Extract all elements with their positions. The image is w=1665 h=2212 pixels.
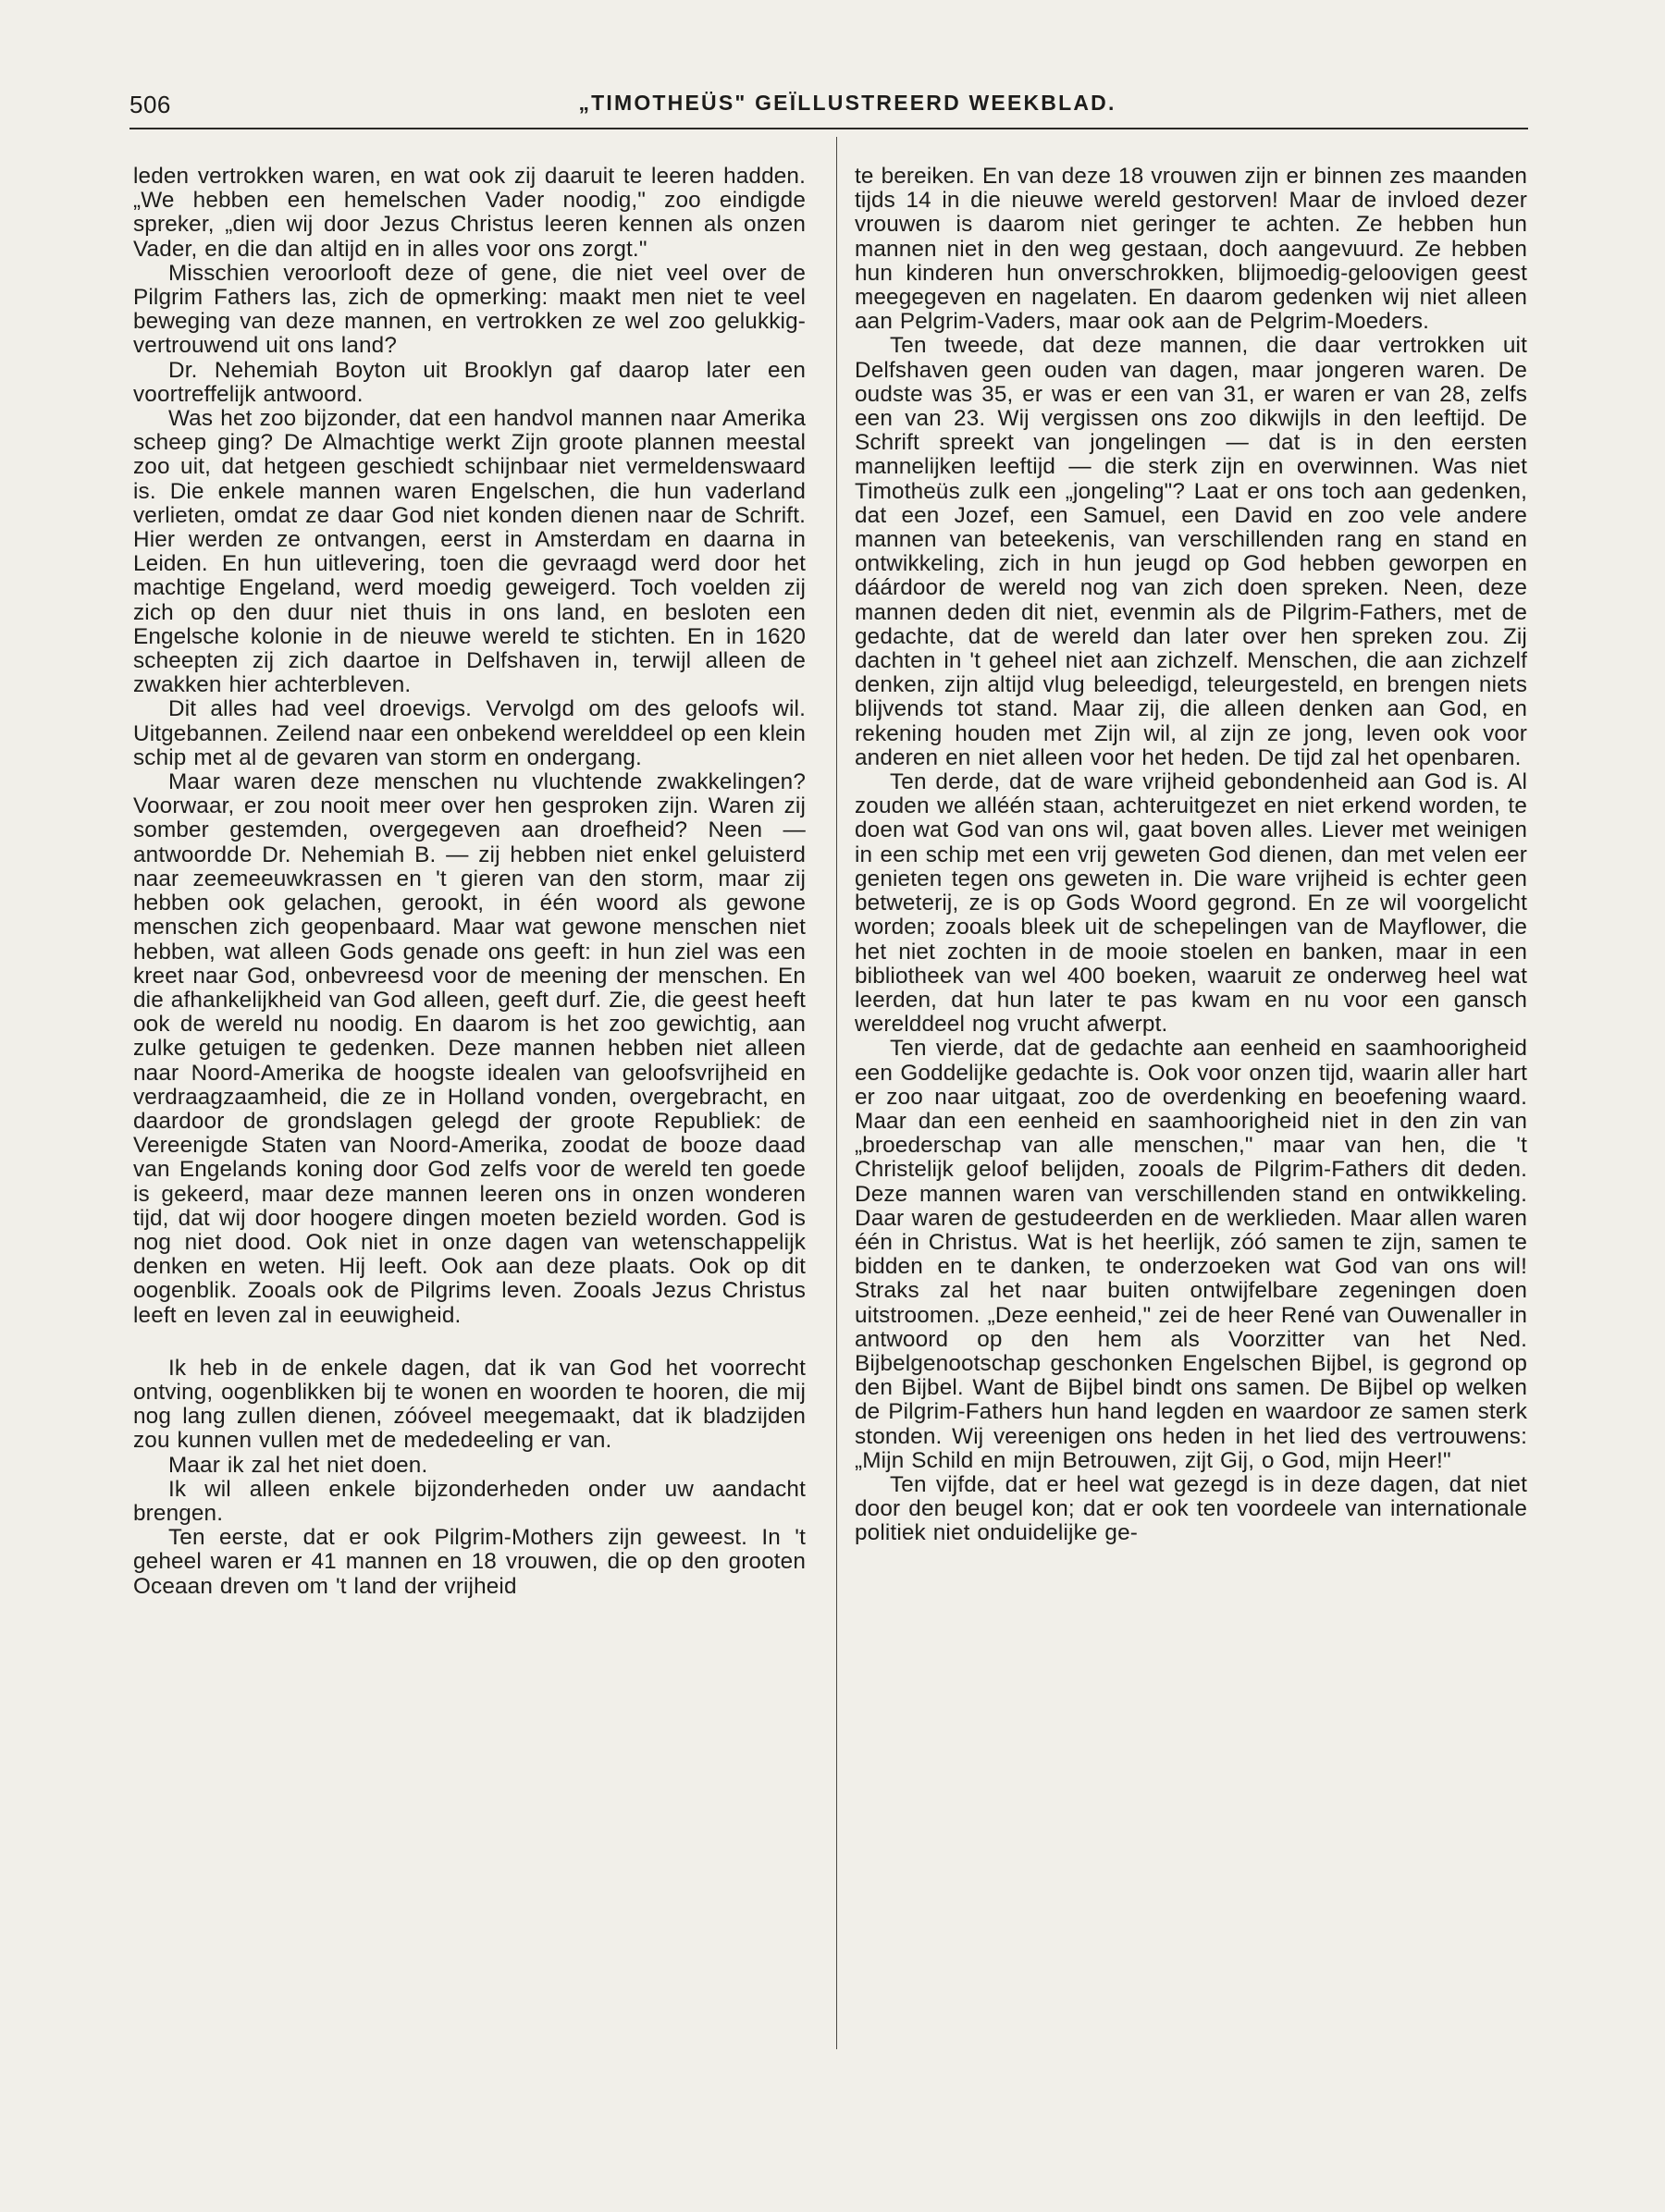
right-column: [855, 165, 1527, 1546]
paragraph: Misschien veroorlooft deze of gene, die niet veel over de Pilgrim Fathers las, zich de opmerking: maakt men niet te veel beweging van deze mannen, en vertrokken ze wel zoo gelukkig-vertrouwend uit ons land?: [133, 260, 806, 359]
page-header: [130, 85, 1528, 131]
paragraph: te bereiken. En van deze 18 vrouwen zijn er binnen zes maanden tijds 14 in die nieuwe wereld gestorven! Maar de invloed dezer vrouwen is daarom niet geringer te achten. Ze hebben hun mannen niet in den weg gestaan, doch aangevuurd. Ze hebben hun kinderen hun onverschrokken, blijmoedig-geloovigen geest meegegeven en nagelaten. En daarom gedenken wij niet alleen aan Pelgrim-Vaders, maar ook aan de Pelgrim-Moeders.: [855, 164, 1527, 335]
paragraph: Ik wil alleen enkele bijzonderheden onder uw aandacht brengen.: [133, 1476, 806, 1526]
paragraph: Dit alles had veel droevigs. Vervolgd om des geloofs wil. Uitgebannen. Zeilend naar een onbekend werelddeel op een klein schip met al de gevaren van storm en ondergang.: [133, 696, 806, 770]
left-column: [133, 165, 806, 1599]
paragraph: Ik heb in de enkele dagen, dat ik van God het voorrecht ontving, oogenblikken bij te wonen en woorden te hooren, die mij nog lang zullen dienen, zóóveel meegemaakt, dat ik bladzijden zou kunnen vullen met de mededeeling er van.: [133, 1355, 806, 1454]
paragraph: Ten tweede, dat deze mannen, die daar vertrokken uit Delfshaven geen ouden van dagen, maar jongeren waren. De oudste was 35, er was er een van 31, er waren er van 28, zelfs een van 23. Wij vergissen ons zoo dikwijls in den leeftijd. De Schrift spreekt van jongelingen — dat is in den eersten mannelijken leeftijd — die sterk zijn en overwinnen. Was niet Timotheüs zulk een „jongeling"? Laat er ons toch aan gedenken, dat een Jozef, een Samuel, een David en zoo vele andere mannen van beteekenis, van verschillenden rang en stand en ontwikkeling, zich in hun jeugd op God hebben geworpen en dáárdoor de wereld nog van zich doen spreken. Neen, deze mannen deden dit niet, evenmin als de Pilgrim-Fathers, met de gedachte, dat de wereld dan later over hen spreken zou. Zij dachten in 't geheel niet aan zichzelf. Menschen, die aan zichzelf denken, zijn altijd vlug beleedigd, teleurgesteld, en brengen niets blijvends tot stand. Maar zij, die alleen denken aan God, en rekening houden met Zijn wil, al zijn ze jong, leven ook voor anderen en niet alleen voor het heden. De tijd zal het openbaren.: [855, 333, 1527, 770]
paragraph: Maar ik zal het niet doen.: [168, 1452, 428, 1478]
page-number: 506: [130, 91, 171, 118]
paragraph: Ten eerste, dat er ook Pilgrim-Mothers zijn geweest. In 't geheel waren er 41 mannen en 18 vrouwen, die op den grooten Oceaan dreven om 't land der vrijheid: [133, 1525, 806, 1599]
paragraph: Maar waren deze menschen nu vluchtende zwakkelingen? Voorwaar, er zou nooit meer over hen gesproken zijn. Waren zij somber gestemden, overgegeven aan droefheid? Neen — antwoordde Dr. Nehemiah B. — zij hebben niet enkel geluisterd naar zeemeeuwkrassen en 't gieren van den storm, maar zij hebben ook gelachen, gerookt, in één woord als gewone menschen zich geopenbaard. Maar wat gewone menschen niet hebben, wat alleen Gods genade ons geeft: in hun ziel was een kreet naar God, onbevreesd voor de meening der menschen. En die afhankelijkheid van God alleen, geeft durf. Zie, die geest heeft ook de wereld nu noodig. En daarom is het zoo gewichtig, aan zulke getuigen te gedenken. Deze mannen hebben niet alleen naar Noord-Amerika de hoogste idealen van geloofsvrijheid en verdraagzaamheid, die ze in Holland vonden, overgebracht, en daardoor de grondslagen gelegd der groote Republiek: de Vereenigde Staten van Noord-Amerika, zoodat de booze daad van Engelands koning door God zelfs voor de wereld ten goede is gekeerd, maar deze mannen leeren ons in onzen wonderen tijd, dat wij door hoogere dingen moeten bezield worden. God is nog niet dood. Ook niet in onze dagen van wetenschappelijk denken en weten. Hij leeft. Ook aan deze plaats. Ook op dit oogenblik. Zooals ook de Pilgrims leven. Zooals Jezus Christus leeft en leven zal in eeuwigheid.: [133, 769, 806, 1328]
paragraph: Was het zoo bijzonder, dat een handvol mannen naar Amerika scheep ging? De Almachtige werkt Zijn groote plannen meestal zoo uit, dat hetgeen geschiedt schijnbaar niet vermeldenswaard is. Die enkele mannen waren Engelschen, die hun vaderland verlieten, omdat ze daar God niet konden dienen naar de Schrift. Hier werden ze ontvangen, eerst in Amsterdam en daarna in Leiden. En hun uitlevering, toen die gevraagd werd door het machtige Engeland, werd moedig geweigerd. Toch voelden zij zich op den duur niet thuis in ons land, en besloten een Engelsche kolonie in de nieuwe wereld te stichten. En in 1620 scheepten zij zich daartoe in Delfshaven in, terwijl alleen de zwakken hier achterbleven.: [133, 406, 806, 698]
paragraph: leden vertrokken waren, en wat ook zij daaruit te leeren hadden. „We hebben een hemelschen Vader noodig," zoo eindigde spreker, „dien wij door Jezus Christus leeren kennen als onzen Vader, en die dan altijd en in alles voor ons zorgt.": [133, 164, 806, 262]
paragraph: Ten vijfde, dat er heel wat gezegd is in deze dagen, dat niet door den beugel kon; dat er ook ten voordeele van internationale politiek niet onduidelijke ge-: [855, 1471, 1527, 1546]
running-title: „TIMOTHEÜS" GEÏLLUSTREERD WEEKBLAD.: [578, 91, 1116, 115]
column-divider: [836, 137, 837, 2049]
paragraph: Ten vierde, dat de gedachte aan eenheid en saamhoorigheid een Goddelijke gedachte is. Ook voor onzen tijd, waarin aller hart er zoo naar uitgaat, zoo de overdenking en beoefening waard. Maar dan een eenheid en saamhoorigheid niet in den zin van „broederschap van alle menschen," maar van hen, die 't Christelijk geloof belijden, zooals de Pilgrim-Fathers dit deden. Deze mannen waren van verschillenden stand en ontwikkeling. Daar waren de gestudeerden en de werklieden. Maar allen waren één in Christus. Wat is het heerlijk, zóó samen te zijn, samen te bidden en te danken, te onderzoeken wat God van ons wil! Straks zal het naar buiten ontwijfelbare zegeningen doen uitstroomen. „Deze eenheid," zei de heer René van Ouwenaller in antwoord op den hem als Voorzitter van het Ned. Bijbelgenootschap geschonken Engelschen Bijbel, is gegrond op den Bijbel. Want de Bijbel bindt ons samen. De Bijbel op welken de Pilgrim-Fathers hun hand legden en waardoor ze samen sterk stonden. Wij vereenigen ons heden in het lied des vertrouwens: „Mijn Schild en mijn Betrouwen, zijt Gij, o God, mijn Heer!": [855, 1036, 1527, 1473]
paragraph: Ten derde, dat de ware vrijheid gebondenheid aan God is. Al zouden we alléén staan, achteruitgezet en niet erkend worden, te doen wat God van ons wil, gaat boven alles. Liever met weinigen in een schip met een vrij geweten God dienen, dan met velen eer genieten tegen ons geweten in. Die ware vrijheid is echter geen betweterij, ze is op Gods Woord gegrond. En ze wil voorgelicht worden; zooals bleek uit de schepelingen van de Mayflower, die het niet zochten in de mooie stoelen en banken, maar in een bibliotheek van wel 400 boeken, waaruit ze onderweg heel wat leerden, dat hun later te pas kwam en nu voor een gansch werelddeel nog vrucht afwerpt.: [855, 769, 1527, 1038]
header-rule: [130, 128, 1528, 129]
paragraph: Dr. Nehemiah Boyton uit Brooklyn gaf daarop later een voortreffelijk antwoord.: [133, 357, 806, 407]
